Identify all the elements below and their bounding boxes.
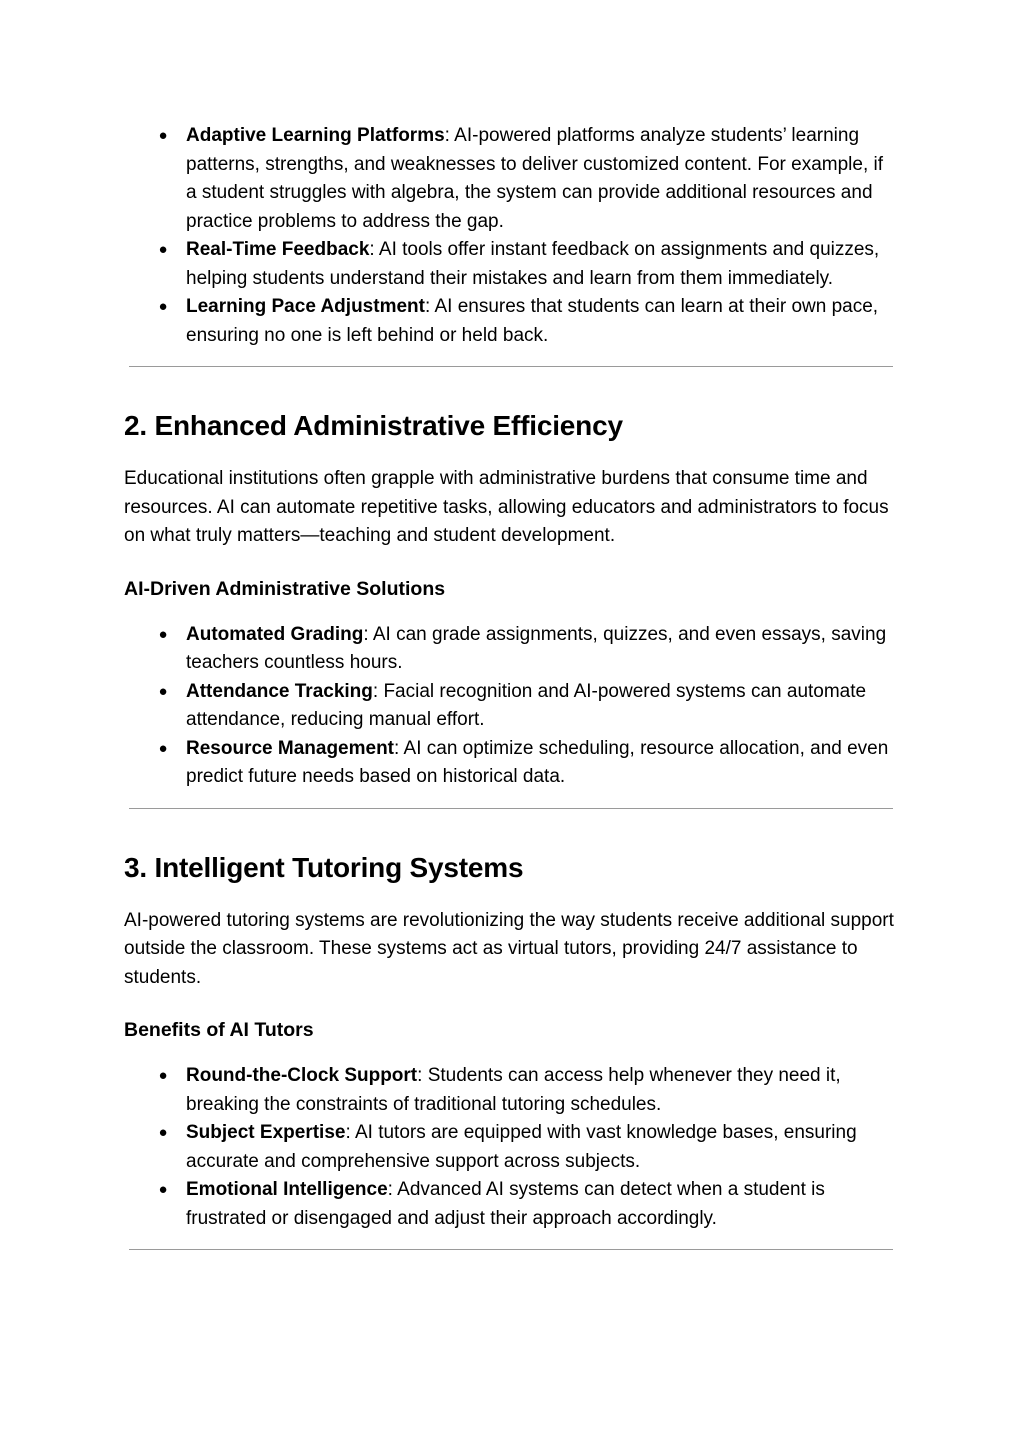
list-item-term: Automated Grading	[186, 623, 364, 645]
list-item	[124, 678, 896, 735]
list-item-text: : AI can optimize scheduling, resource allocation, and even predict future needs based on historical data.	[186, 737, 889, 787]
document-page	[124, 120, 896, 1250]
list-item-term: Learning Pace Adjustment	[186, 296, 425, 317]
bullet-icon: ●	[158, 682, 168, 700]
bullet-icon: ●	[158, 298, 168, 315]
section-divider	[129, 366, 893, 367]
list-item	[124, 1176, 896, 1233]
section-3-title: 3. Intelligent Tutoring Systems	[124, 851, 524, 883]
section-2-bullet-list	[124, 621, 896, 792]
list-item-text: : AI tools offer instant feedback on assignments and quizzes, helping students understand their mistakes and learn from them immediately.	[186, 239, 880, 289]
bullet-icon: ●	[158, 1181, 168, 1198]
list-item	[124, 122, 896, 236]
list-item-term: Real-Time Feedback	[186, 239, 370, 260]
list-item-term: Emotional Intelligence	[186, 1179, 388, 1200]
section-3-paragraph: AI-powered tutoring systems are revolutionizing the way students receive additional support outside the classroom. These systems act as virtual tutors, providing 24/7 assistance to students.	[124, 909, 894, 988]
list-item-text: : AI ensures that students can learn at their own pace, ensuring no one is left behind or held back.	[186, 296, 879, 346]
list-item	[124, 735, 896, 792]
list-item	[124, 236, 896, 293]
section-2-paragraph: Educational institutions often grapple with administrative burdens that consume time and resources. AI can automate repetitive tasks, allowing educators and administrators to focus on what truly matters—teaching and student development.	[124, 468, 889, 546]
list-item-text: : Facial recognition and AI-powered systems can automate attendance, reducing manual effort.	[186, 680, 867, 730]
bullet-icon: ●	[158, 739, 168, 757]
bullet-icon: ●	[158, 1124, 168, 1141]
list-item	[124, 1119, 896, 1176]
intro-bullet-list	[124, 122, 896, 350]
bullet-icon: ●	[158, 241, 168, 258]
list-item-text: : AI can grade assignments, quizzes, and even essays, saving teachers countless hours.	[186, 623, 887, 673]
bullet-icon: ●	[158, 1067, 168, 1084]
list-item-term: Resource Management	[186, 737, 395, 759]
list-item-text: : Advanced AI systems can detect when a student is frustrated or disengaged and adjust their approach accordingly.	[186, 1179, 825, 1229]
list-item	[124, 1062, 896, 1119]
list-item-term: Round-the-Clock Support	[186, 1065, 418, 1086]
list-item-text: : AI tutors are equipped with vast knowledge bases, ensuring accurate and comprehensive support across subjects.	[186, 1122, 857, 1172]
list-item-text: : Students can access help whenever they need it, breaking the constraints of traditional tutoring schedules.	[186, 1065, 841, 1115]
section-3-bullet-list	[124, 1062, 896, 1233]
section-divider	[129, 1249, 893, 1250]
list-item-term: Subject Expertise	[186, 1122, 346, 1143]
list-item-term: Adaptive Learning Platforms	[186, 125, 445, 146]
list-item-term: Attendance Tracking	[186, 680, 373, 702]
section-3-subheading: Benefits of AI Tutors	[124, 1019, 314, 1041]
list-item	[124, 621, 896, 678]
list-item-text: : AI-powered platforms analyze students’ learning patterns, strengths, and weaknesses to deliver customized content. For example, if a student struggles with algebra, the system can provide additional resources and practice problems to address the gap.	[186, 125, 884, 232]
section-2-subheading: AI-Driven Administrative Solutions	[124, 577, 446, 600]
bullet-icon: ●	[158, 625, 168, 643]
section-divider	[129, 808, 893, 809]
section-2-title: 2. Enhanced Administrative Efficiency	[124, 410, 623, 441]
list-item	[124, 293, 896, 350]
bullet-icon: ●	[158, 127, 168, 144]
